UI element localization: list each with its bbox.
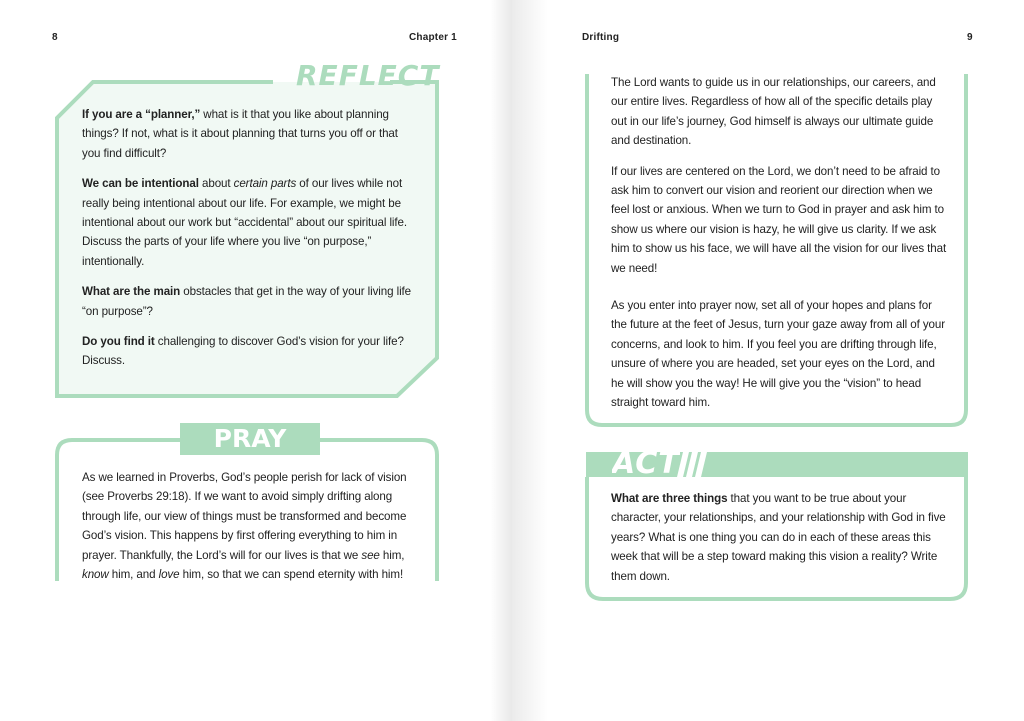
prayer-paragraph: If our lives are centered on the Lord, we don’t need to be afraid to ask him to convert our vision and reorient our direction when we feel lost or anxious. When we turn to God in prayer and ask him to show us where our vision is hazy, he will give us clarity. If we ask him to show us his face, we will have all the vision for our lives that we need! [611,164,947,275]
reflect-question: If you are a “planner,” what is it that you like about planning things? If not, what is it about planning that turns you off or that you find difficult? [82,108,398,160]
reflect-question: We can be intentional about certain parts of our lives while not really being intentional about our life. For example, we might be intentional about our work but “accidental” about our spiritual life. Discuss the parts of your life where you live “on purpose,” intentionally. [82,177,408,268]
act-heading: ACT [612,447,680,477]
running-header-left: Chapter 1 [409,32,457,43]
reflect-question: What are the main obstacles that get in the way of your living life “on purpose”? [82,285,412,318]
pray-paragraph: As we learned in Proverbs, God’s people perish for lack of vision (see Proverbs 29:18). If we want to avoid simply drifting along through life, our view of things must be transformed and become God’s vision. This happens by first offering everything to him in prayer. Thankfully, the Lord’s will for our lives is that we see him, know him, and love him, so that we can spend eternity with him! [82,471,407,582]
reflect-question: Do you find it challenging to discover God’s vision for your life? Discuss. [82,335,404,368]
prayer-paragraph: As you enter into prayer now, set all of your hopes and plans for the future at the feet of Jesus, turn your gaze away from all of your concerns, and look to him. If you feel you are drifting through life, unsure of where you are headed, set your eyes on the Lord, and he will show you the way! He will give you the “vision” to head straight toward him. [611,299,946,410]
reflect-heading: REFLECT [296,59,440,92]
reflect-questions [82,105,412,382]
right-page [512,0,1024,721]
prayer-paragraph: The Lord wants to guide us in our relationships, our careers, and our entire lives. Regardless of how all of the specific details play out in our life’s journey, God himself is always our ultimate guide and destination. [611,76,936,148]
act-paragraph: What are three things that you want to be true about your character, your relationships, and your relationship with God in five years? What is one thing you can do in each of these areas this week that will be a step toward making this vision a reality? Write them down. [611,492,946,583]
page-number-right: 9 [967,32,973,43]
running-header-right: Drifting [582,32,620,43]
prayer-continued [611,73,947,424]
pray-heading: PRAY [180,423,320,455]
act-text [611,489,947,597]
pray-text [82,468,412,595]
page-number-left: 8 [52,32,58,43]
